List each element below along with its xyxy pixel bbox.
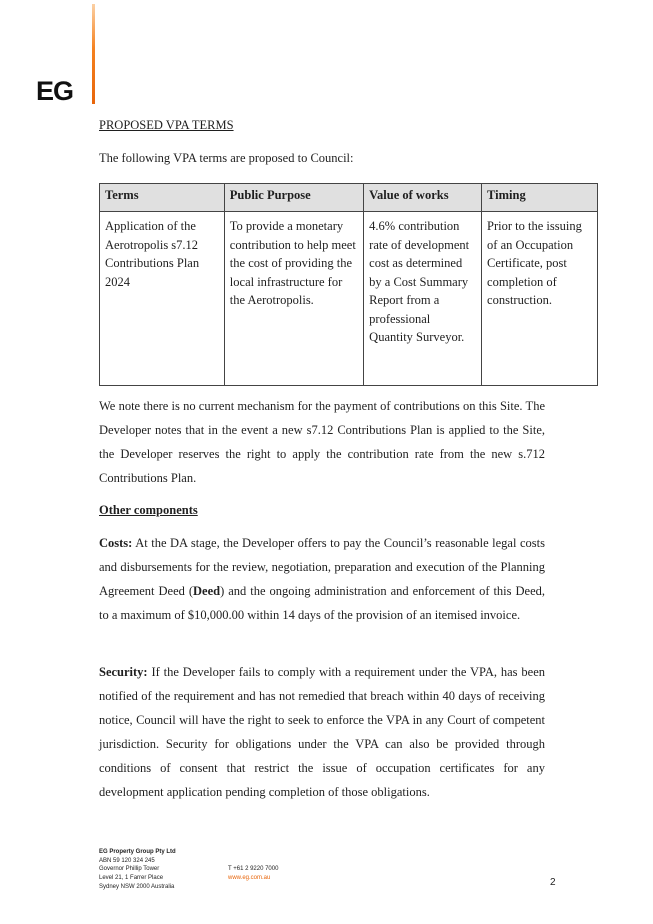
security-paragraph: [99, 660, 545, 804]
footer-website-link[interactable]: www.eg.com.au: [228, 874, 271, 881]
footer-phone: T +61 2 9220 7000: [228, 866, 279, 872]
security-text: If the Developer fails to comply with a requirement under the VPA, has been notified of the requirement and has not remedied that breach within 40 days of receiving notice, Council will have the right to seek to enforce the VPA in any Court of competent jurisdiction. Security for obligations under the VPA can also be provided through conditions of consent that restrict the issue of occupation certificates for any development application pending completion of those obligations.: [99, 665, 545, 799]
costs-paragraph: [99, 531, 545, 627]
logo-accent-line: [92, 4, 95, 104]
security-label: Security:: [99, 665, 148, 679]
table-row: [100, 212, 598, 386]
deed-term: Deed: [193, 584, 221, 598]
footer-address-line: Governor Phillip Tower: [99, 866, 160, 873]
table-header: Value of works: [364, 184, 482, 212]
footer-abn: ABN 59 120 324 245: [99, 857, 155, 864]
footer-address-line: Level 21, 1 Farrer Place: [99, 875, 164, 882]
table-header-row: [100, 184, 598, 212]
table-header: Timing: [482, 184, 598, 212]
other-components-heading: Other components: [99, 503, 198, 517]
costs-text-continued: ) and the ongoing administration and enforcement of this Deed, to a maximum of $10,000.00 within 14 days of the provision of an itemised invoice.: [99, 584, 545, 622]
page-number: 2: [550, 877, 556, 888]
intro-text: The following VPA terms are proposed to Council:: [99, 151, 354, 165]
footer-address: [99, 848, 176, 892]
table-cell-terms: Application of the Aerotropolis s7.12 Contributions Plan 2024: [100, 212, 225, 386]
section-heading: PROPOSED VPA TERMS: [99, 118, 234, 132]
footer-company: EG Property Group Pty Ltd: [99, 849, 176, 855]
contributions-note: We note there is no current mechanism for the payment of contributions on this Site. The Developer notes that in the event a new s7.12 Contributions Plan is applied to the Site, the Developer reserves the right to apply the contribution rate from the new s.712 Contributions Plan.: [99, 399, 545, 485]
footer-address-line: Sydney NSW 2000 Australia: [99, 883, 175, 890]
table-header: Terms: [100, 184, 225, 212]
costs-label: Costs:: [99, 536, 133, 550]
table-cell-timing: Prior to the issuing of an Occupation Certificate, post completion of construction.: [482, 212, 598, 386]
table-cell-value-of-works: 4.6% contribution rate of development cost as determined by a Cost Summary Report from a professional Quantity Surveyor.: [364, 212, 482, 386]
costs-text: At the DA stage, the Developer offers to pay the Council’s reasonable legal costs and disbursements for the review, negotiation, preparation and execution of the Planning Agreement Deed (: [99, 536, 545, 598]
eg-logo: EG: [36, 76, 74, 106]
table-header: Public Purpose: [224, 184, 363, 212]
vpa-terms-table: [99, 183, 598, 386]
table-cell-public-purpose: To provide a monetary contribution to help meet the cost of providing the local infrastructure for the Aerotropolis.: [224, 212, 363, 386]
footer-contact: [228, 865, 278, 882]
